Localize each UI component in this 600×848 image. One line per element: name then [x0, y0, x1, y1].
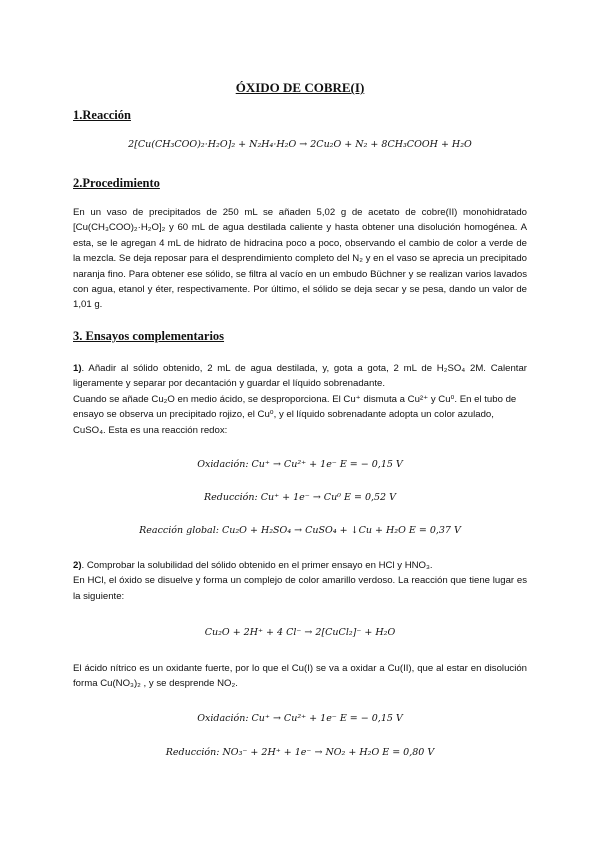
- ensayo2-number: 2): [73, 560, 82, 571]
- ensayo2-reduccion-equation: Reducción: NO₃⁻ + 2H⁺ + 1e⁻ → NO₂ + H₂O E = 0,80 V: [165, 747, 435, 758]
- main-reaction-equation: 2[Cu(CH₃COO)₂·H₂O]₂ + N₂H₄·H₂O → 2Cu₂O + N₂ + 8CH₃COOH + H₂O: [128, 139, 472, 150]
- ensayo2-block: [73, 558, 527, 604]
- ensayo1-global-equation: Reacción global: Cu₂O + H₂SO₄ → CuSO₄ + ↓Cu + H₂O E = 0,37 V: [139, 525, 461, 536]
- ensayo1-number: 1): [73, 363, 82, 374]
- procedimiento-paragraph: [73, 205, 527, 313]
- ensayo2-hcl-equation: Cu₂O + 2H⁺ + 4 Cl⁻ → 2[CuCl₂]⁻ + H₂O: [204, 627, 396, 638]
- ensayo1-intro: . Añadir al sólido obtenido, 2 mL de agua destilada, y, gota a gota, 2 mL de H₂SO₄ 2M. Calentar ligeramente y separar por decantación y guardar el líquido sobrenadante.: [73, 363, 527, 390]
- heading-procedimiento: 2.Procedimiento: [73, 176, 160, 190]
- ensayo1-block: [73, 361, 527, 438]
- ensayo2-text: En HCl, el óxido se disuelve y forma un complejo de color amarillo verdoso. La reacción que tiene lugar es la siguiente:: [73, 575, 527, 602]
- ensayo1-text: Cuando se añade Cu₂O en medio ácido, se desproporciona. El Cu⁺ dismuta a Cu²⁺ y Cu⁰. En el tubo de ensayo se observa un precipitado rojizo, el Cu⁰, y el líquido sobrenadante adopta un color azulado, CuSO₄. Esta es una reacción redox:: [73, 393, 517, 436]
- heading-ensayos: 3. Ensayos complementarios: [73, 329, 225, 343]
- ensayo2-oxidacion-equation: Oxidación: Cu⁺ → Cu²⁺ + 1e⁻ E = − 0,15 V: [197, 713, 403, 724]
- ensayo2-text2: El ácido nítrico es un oxidante fuerte, por lo que el Cu(I) se va a oxidar a Cu(II), que al estar en disolución forma Cu(NO₃)₂ , y se desprende NO₂.: [73, 663, 527, 690]
- ensayo2-intro: . Comprobar la solubilidad del sólido obtenido en el primer ensayo en HCl y HNO₃.: [81, 560, 433, 571]
- heading-reaccion: 1.Reacción: [73, 108, 131, 122]
- ensayo1-oxidacion-equation: Oxidación: Cu⁺ → Cu²⁺ + 1e⁻ E = − 0,15 V: [197, 459, 403, 470]
- ensayo2-nitric-block: [73, 661, 527, 692]
- procedimiento-text: En un vaso de precipitados de 250 mL se añaden 5,02 g de acetato de cobre(II) monohidratado [Cu(CH₃COO)₂·H₂O]₂ y 60 mL de agua destilada caliente y hasta obtener una disolución homogénea. A esta, se le agregan 4 mL de hidrato de hidracina poco a poco, observando el cambio de color a verde de la mezcla. Se deja reposar para el desprendimiento completo del N₂ y en el vaso se aprecia un precipitado naranja fino. Para obtener ese sólido, se filtra al vacío en un embudo Büchner y se realizan varios lavados con agua, etanol y éter, respectivamente. Por último, el sólido se deja secar y se pesa, dando un valor de 1,01 g.: [73, 207, 527, 311]
- ensayo2-intro-paragraph: [73, 558, 527, 573]
- document-title: ÓXIDO DE COBRE(I): [235, 80, 365, 95]
- ensayo1-reduccion-equation: Reducción: Cu⁺ + 1e⁻ → Cu⁰ E = 0,52 V: [204, 492, 396, 503]
- ensayo1-intro-paragraph: [73, 361, 527, 392]
